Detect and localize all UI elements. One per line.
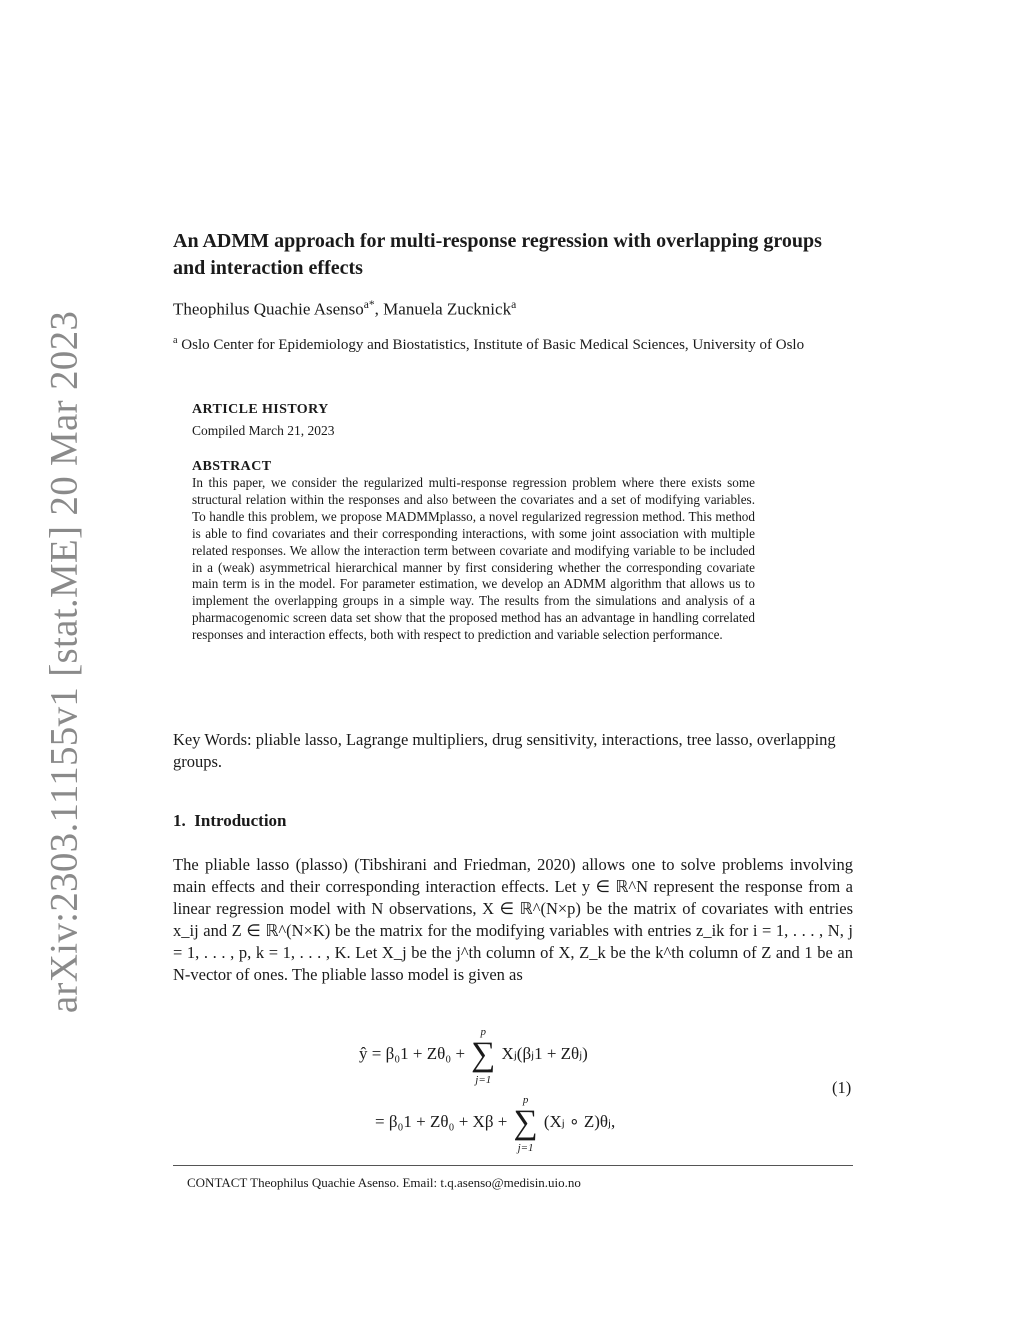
paper-title: An ADMM approach for multi-response regression with overlapping groups and interaction effects — [173, 230, 822, 279]
affiliation-text: Oslo Center for Epidemiology and Biostatistics, Institute of Basic Medical Sciences, University of Oslo — [177, 337, 805, 353]
keywords: Key Words: pliable lasso, Lagrange multipliers, drug sensitivity, interactions, tree lasso, overlapping groups. — [173, 730, 836, 771]
equation-line-2 — [375, 1094, 616, 1154]
author-name: Manuela Zucknick — [383, 299, 512, 319]
intro-paragraph: The pliable lasso (plasso) (Tibshirani and Friedman, 2020) allows one to solve problems involving main effects and their corresponding interaction effects. Let y ∈ ℝ^N represent the response from a linear regression model with N observations, X ∈ ℝ^(N×p) be the matrix of covariates with entries x_ij and Z ∈ ℝ^(N×K) be the matrix for the modifying variables with entries z_ik for i = 1, . . . , N, j = 1, . . . , p, k = 1, . . . , K. Let X_j be the j^th column of X, Z_k be the k^th column of Z and 1 be an N-vector of ones. The pliable lasso model is given as — [173, 855, 853, 984]
sum-upper-limit: p — [480, 1026, 487, 1038]
author-name: Theophilus Quachie Asenso — [173, 299, 364, 319]
summation-symbol: ∑ p j=1 — [513, 1094, 538, 1154]
affiliation — [173, 331, 853, 355]
section-number: 1. — [173, 811, 186, 830]
author-affiliation-mark: a — [511, 298, 517, 311]
author-line — [173, 298, 516, 320]
sum-lower-limit: j=1 — [475, 1074, 492, 1086]
section-title: Introduction — [194, 811, 287, 830]
equation-term: (Xⱼ ∘ Z)θⱼ, — [543, 1111, 616, 1131]
equation-lhs: ŷ = β₀1 + Zθ₀ + — [359, 1043, 466, 1063]
equation-term: Xⱼ(βⱼ1 + Zθⱼ) — [501, 1043, 588, 1063]
compiled-date: Compiled March 21, 2023 — [192, 423, 335, 438]
author-affiliation-mark: a* — [363, 298, 375, 311]
equation-lhs: = β₀1 + Zθ₀ + Xβ + — [375, 1111, 508, 1131]
article-history-heading: ARTICLE HISTORY — [192, 402, 329, 417]
sum-upper-limit: p — [522, 1094, 529, 1106]
footnote-rule — [173, 1165, 853, 1166]
equation-number: (1) — [832, 1078, 852, 1097]
abstract-text: In this paper, we consider the regularized multi-response regression problem where there exists some structural relation within the responses and also between the covariates and a set of modifying variables. To handle this problem, we propose MADMMplasso, a novel regularized regression method. This method is able to find covariates and their corresponding interactions, with some joint association with multiple related responses. We allow the interaction term between covariate and modifying variable to be included in a (weak) asymmetrical hierarchical manner by first considering whether the corresponding covariate main term is in the model. For parameter estimation, we develop an ADMM algorithm that allows us to implement the overlapping groups in a simple way. The results from the simulations and analysis of a pharmacogenomic screen data set show that the proposed method has an advantage in handling correlated responses and interaction effects, both with respect to prediction and variable selection performance. — [192, 475, 755, 643]
affiliation-mark: a — [173, 335, 178, 346]
arxiv-identifier: arXiv:2303.11155v1 [stat.ME] 20 Mar 2023 — [42, 310, 86, 1014]
sum-lower-limit: j=1 — [517, 1142, 534, 1154]
author-separator: , — [374, 299, 384, 319]
abstract-heading: ABSTRACT — [192, 459, 272, 474]
contact-footnote: CONTACT Theophilus Quachie Asenso. Email: t.q.asenso@medisin.uio.no — [187, 1175, 581, 1190]
section-heading — [173, 811, 287, 831]
equation-line-1 — [359, 1026, 588, 1086]
summation-symbol: ∑ p j=1 — [471, 1026, 496, 1086]
